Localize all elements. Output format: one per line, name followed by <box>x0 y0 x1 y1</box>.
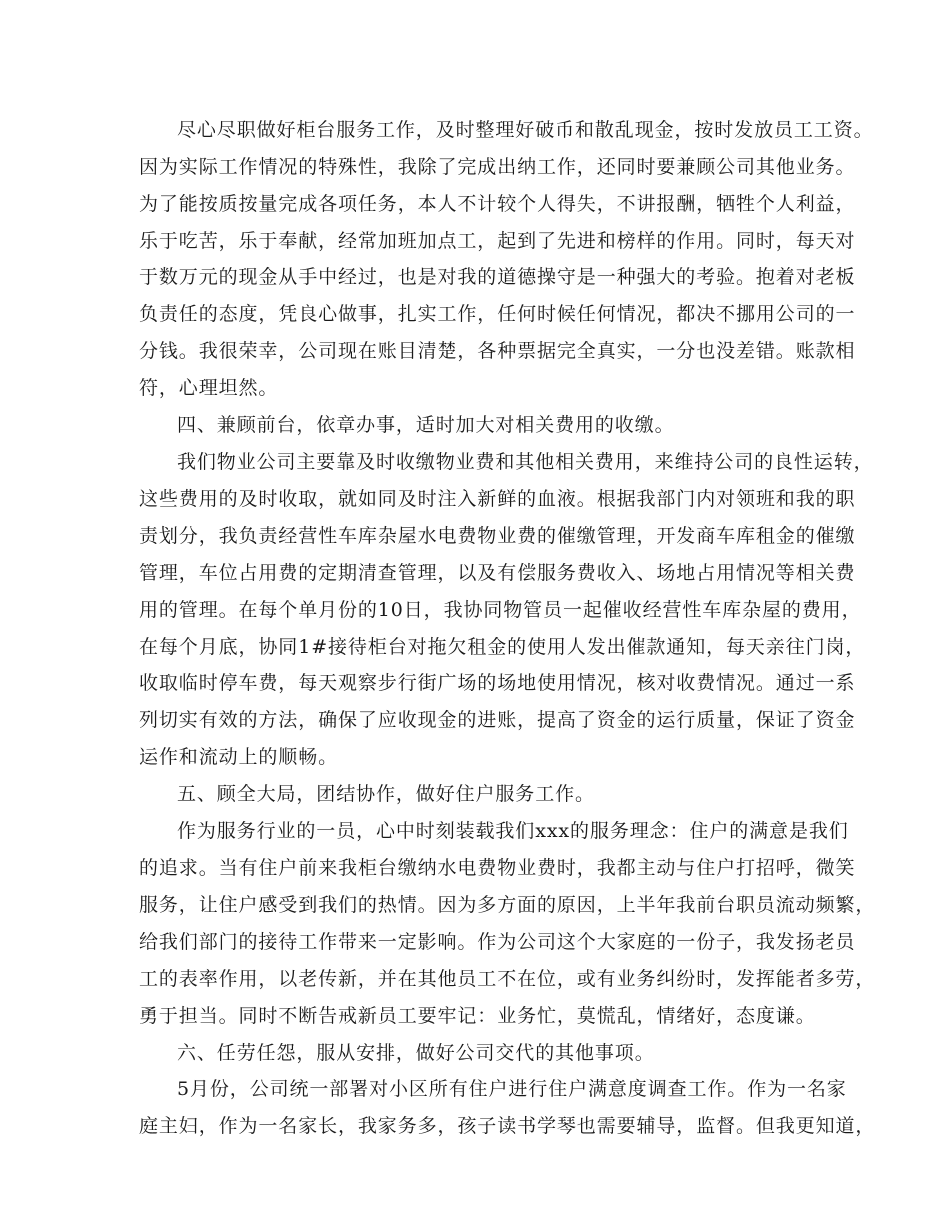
paragraph-line: 收取临时停车费，每天观察步行街广场的场地使用情况，核对收费情况。通过一系 <box>139 672 856 694</box>
paragraph-line: 运作和流动上的顺畅。 <box>139 746 339 768</box>
paragraph-line: 符，心理坦然。 <box>139 377 279 399</box>
paragraph-line: 庭主妇，作为一名家长，我家务多，孩子读书学琴也需要辅导，监督。但我更知道， <box>139 1115 876 1137</box>
section-heading: 六、任劳任怨，服从安排，做好公司交代的其他事项。 <box>177 1042 655 1064</box>
paragraph-line: 勇于担当。同时不断告戒新员工要牢记：业务忙，莫慌乱，情绪好，态度谦。 <box>139 1005 816 1027</box>
paragraph-line: 工的表率作用，以老传新，并在其他员工不在位，或有业务纠纷时，发挥能者多劳， <box>139 968 876 990</box>
paragraph-line: 分钱。我很荣幸，公司现在账目清楚，各种票据完全真实，一分也没差错。账款相 <box>139 340 856 362</box>
paragraph-line: 在每个月底，协同1#接待柜台对拖欠租金的使用人发出催款通知，每天亲往门岗， <box>139 636 866 658</box>
paragraph-line: 于数万元的现金从手中经过，也是对我的道德操守是一种强大的考验。抱着对老板 <box>139 266 856 288</box>
paragraph-line: 5月份，公司统一部署对小区所有住户进行住户满意度调查工作。作为一名家 <box>177 1078 847 1100</box>
paragraph-line: 作为服务行业的一员，心中时刻装载我们xxx的服务理念：住户的满意是我们 <box>177 820 849 842</box>
paragraph-line: 负责任的态度，凭良心做事，扎实工作，任何时候任何情况，都决不挪用公司的一 <box>139 303 856 325</box>
paragraph-line: 用的管理。在每个单月份的10日，我协同物管员一起催收经营性车库杂屋的费用， <box>139 599 862 621</box>
paragraph-line: 责划分，我负责经营性车库杂屋水电费物业费的催缴管理，开发商车库租金的催缴 <box>139 525 856 547</box>
paragraph-line: 乐于吃苦，乐于奉献，经常加班加点工，起到了先进和榜样的作用。同时，每天对 <box>139 230 856 252</box>
paragraph-line: 的追求。当有住户前来我柜台缴纳水电费物业费时，我都主动与住户打招呼，微笑 <box>139 857 856 879</box>
section-heading: 五、顾全大局，团结协作，做好住户服务工作。 <box>177 783 595 805</box>
paragraph-line: 因为实际工作情况的特殊性，我除了完成出纳工作，还同时要兼顾公司其他业务。 <box>139 156 856 178</box>
paragraph-line: 尽心尽职做好柜台服务工作，及时整理好破币和散乱现金，按时发放员工工资。 <box>177 119 874 141</box>
paragraph-line: 为了能按质按量完成各项任务，本人不计较个人得失，不讲报酬，牺牲个人利益， <box>139 193 856 215</box>
paragraph-line: 列切实有效的方法，确保了应收现金的进账，提高了资金的运行质量，保证了资金 <box>139 709 856 731</box>
paragraph-line: 给我们部门的接待工作带来一定影响。作为公司这个大家庭的一份子，我发扬老员 <box>139 931 856 953</box>
section-heading: 四、兼顾前台，依章办事，适时加大对相关费用的收缴。 <box>177 414 675 436</box>
paragraph-line: 我们物业公司主要靠及时收缴物业费和其他相关费用，来维持公司的良性运转， <box>177 451 874 473</box>
paragraph-line: 管理，车位占用费的定期清查管理，以及有偿服务费收入、场地占用情况等相关费 <box>139 562 856 584</box>
paragraph-line: 服务，让住户感受到我们的热情。因为多方面的原因，上半年我前台职员流动频繁， <box>139 894 876 916</box>
paragraph-line: 这些费用的及时收取，就如同及时注入新鲜的血液。根据我部门内对领班和我的职 <box>139 488 856 510</box>
